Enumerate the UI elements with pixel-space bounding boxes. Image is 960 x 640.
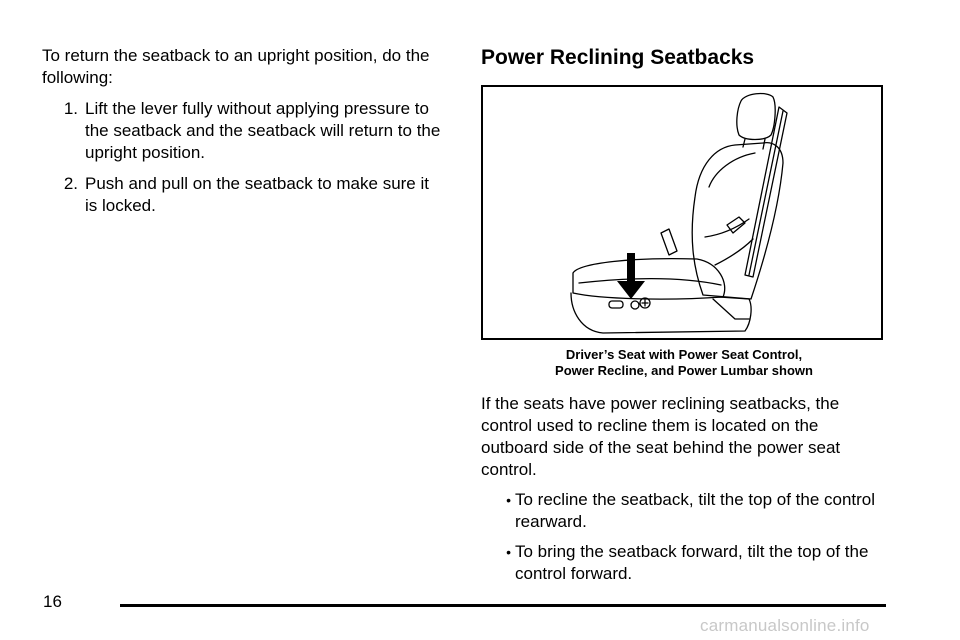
intro-text: To return the seatback to an upright position, do the following: xyxy=(42,46,430,87)
footer-rule xyxy=(120,604,886,607)
right-column xyxy=(481,44,887,593)
watermark: carmanualsonline.info xyxy=(700,616,870,635)
seatback-shape xyxy=(692,143,783,299)
headrest-shape xyxy=(737,94,775,140)
bullet-item-1 xyxy=(481,489,887,533)
bullet-text: To recline the seatback, tilt the top of the control rearward. xyxy=(515,490,876,531)
step-2 xyxy=(42,173,442,217)
bullet-icon: • xyxy=(506,492,511,508)
bullet-text: To bring the seatback forward, tilt the top of the control forward. xyxy=(515,542,869,583)
section-title: Power Reclining Seatbacks xyxy=(481,46,755,69)
body-paragraph: If the seats have power reclining seatbacks, the control used to recline them is located on the outboard side of the seat behind the power seat control. xyxy=(481,394,841,479)
step-text: Lift the lever fully without applying pressure to the seatback and the seatback will return to the upright position. xyxy=(85,99,441,162)
step-text: Push and pull on the seatback to make sure it is locked. xyxy=(85,174,429,215)
left-column xyxy=(42,45,442,226)
down-arrow-icon xyxy=(617,281,645,299)
bullet-item-2 xyxy=(481,541,887,585)
caption-line-2: Power Recline, and Power Lumbar shown xyxy=(555,363,813,378)
seat-drawing xyxy=(483,87,881,338)
bullet-icon: • xyxy=(506,544,511,560)
page-number: 16 xyxy=(43,592,62,611)
arrow-shaft xyxy=(627,253,635,281)
seat-control-icon xyxy=(609,301,623,308)
step-number: 2. xyxy=(63,174,78,193)
seat-illustration xyxy=(481,85,883,340)
figure-caption xyxy=(481,347,887,379)
caption-line-1: Driver’s Seat with Power Seat Control, xyxy=(565,347,803,362)
step-number: 1. xyxy=(63,99,78,118)
step-1 xyxy=(42,98,442,164)
